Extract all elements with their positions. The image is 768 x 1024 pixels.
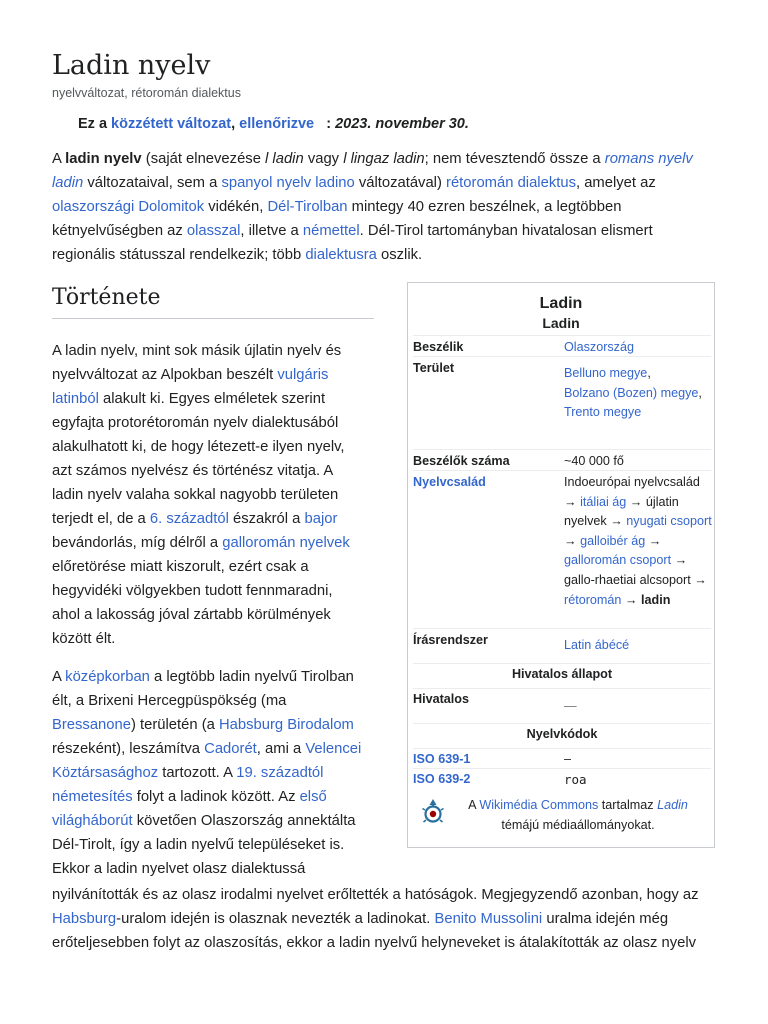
- area-link-bolzano[interactable]: Bolzano (Bozen) megye: [564, 385, 699, 400]
- infobox-row-speaker-count: [413, 449, 711, 472]
- inline-text: A ladin nyelv, mint sok másik újlatin nyelv és nyelvváltozat az Alpokban beszélt: [52, 343, 342, 383]
- inline-text: →: [645, 533, 662, 548]
- published-version-link[interactable]: közzétett változat: [111, 116, 232, 132]
- inline-link[interactable]: Ladin: [657, 798, 688, 812]
- inline-link[interactable]: Bressanone: [52, 717, 131, 733]
- inline-text: témájú médiaállományokat.: [501, 818, 655, 832]
- inline-link[interactable]: első világháborút: [52, 789, 327, 829]
- infobox-row-family: [413, 470, 711, 631]
- speakers-value-link[interactable]: Olaszország: [564, 340, 634, 354]
- iso-639-2-value: roa: [564, 772, 587, 787]
- infobox-row-iso2: [413, 768, 711, 790]
- page-subtitle: nyelvváltozat, rétoromán dialektus: [52, 86, 241, 100]
- infobox-row-area: [413, 356, 711, 457]
- inline-text: bevándorlás, míg délről a: [52, 535, 223, 551]
- commons-notice: [422, 795, 708, 835]
- inline-text: tartozott. A: [158, 765, 237, 781]
- inline-link[interactable]: Habsburg Birodalom: [219, 717, 354, 733]
- area-label: Terület: [413, 361, 455, 375]
- infobox-row-speakers: [413, 335, 711, 358]
- infobox-title: Ladin: [539, 295, 583, 312]
- inline-text: vidékén,: [204, 199, 268, 215]
- inline-text: l ladin: [265, 151, 304, 167]
- official-value: —: [564, 699, 577, 713]
- inline-text: oszlik.: [376, 247, 423, 263]
- inline-link[interactable]: itáliai ág: [580, 494, 627, 509]
- flagged-revision-notice: [78, 116, 469, 132]
- infobox-native-name: Ladin: [542, 315, 580, 331]
- inline-text: vagy: [303, 151, 344, 167]
- inline-text: →: [626, 494, 646, 509]
- inline-link[interactable]: dialektusra: [305, 247, 377, 263]
- inline-link[interactable]: bajor: [304, 511, 338, 527]
- inline-text: változatával): [354, 175, 447, 191]
- inline-text: újlatin nyelvek: [564, 494, 679, 529]
- inline-text: Indoeurópai nyelvcsalád: [564, 475, 700, 489]
- inline-text: ladin: [641, 592, 671, 607]
- infobox-row-official: [413, 688, 711, 723]
- inline-text: ; nem tévesztendő össze a: [424, 151, 605, 167]
- inline-text: A: [52, 151, 66, 167]
- intro-paragraph: [52, 147, 712, 267]
- wikimedia-commons-icon: [422, 797, 444, 831]
- language-codes-heading: Nyelvkódok: [413, 723, 711, 741]
- inline-link[interactable]: németesítés: [52, 789, 133, 805]
- speaker-count-value: ~40 000 fő: [564, 454, 624, 468]
- inline-link[interactable]: ladino: [315, 175, 355, 191]
- inline-text: előretörése miatt kiszorult, ezért csak a hegyvidéki völgyekben tudott fennmaradni, ahol a lakosság jóval zártabb körülmények között élt.: [52, 559, 333, 647]
- inline-link[interactable]: galloromán csoport: [564, 553, 672, 568]
- inline-link[interactable]: romans nyelv ladin: [52, 151, 693, 191]
- inline-link[interactable]: nyugati csoport: [626, 514, 712, 529]
- inline-link[interactable]: némettel: [302, 223, 360, 239]
- script-value-link[interactable]: Latin ábécé: [564, 638, 630, 652]
- commons-text: [448, 795, 708, 835]
- inline-text: →: [564, 494, 581, 509]
- inline-text: (saját elnevezése: [141, 151, 266, 167]
- inline-link[interactable]: spanyol nyelv: [221, 175, 312, 191]
- inline-link[interactable]: Benito Mussolini: [434, 911, 543, 927]
- inline-text: , illetve a: [240, 223, 303, 239]
- inline-link[interactable]: galloibér ág: [580, 533, 646, 548]
- inline-text: . Dél-Tirol tartományban hivatalosan elismert regionális státusszal rendelkezik; több: [52, 223, 653, 263]
- inline-link[interactable]: rétoromán: [564, 592, 622, 607]
- section-heading-history: Története: [52, 285, 374, 319]
- official-label: Hivatalos: [413, 692, 469, 706]
- inline-text: északról a: [228, 511, 305, 527]
- inline-link[interactable]: Dél-Tirolban: [267, 199, 348, 215]
- inline-text: mintegy 40 ezren beszélnek, a legtöbben kétnyelvűségben az: [52, 199, 622, 239]
- script-label: Írásrendszer: [413, 633, 488, 647]
- area-link-belluno[interactable]: Belluno megye: [564, 366, 648, 380]
- inline-text: →: [621, 592, 641, 607]
- inline-link[interactable]: Velencei Köztársasághoz: [52, 741, 362, 781]
- language-infobox: [407, 282, 715, 848]
- iso-639-1-link[interactable]: ISO 639-1: [413, 752, 471, 766]
- inline-text: változataival, sem a: [83, 175, 222, 191]
- inline-text: -uralom idején is olasznak nevezték a ladinokat.: [116, 911, 435, 927]
- inline-text: folyt a ladinok között. Az: [132, 789, 300, 805]
- inline-text: tartalmaz: [598, 798, 658, 812]
- inline-text: A: [52, 669, 66, 685]
- inline-link[interactable]: olasszal: [186, 223, 241, 239]
- reviewed-link[interactable]: ellenőrizve: [239, 116, 315, 132]
- inline-text: követően Olaszország annektálta Dél-Tirolt, így a ladin nyelvű településeket is. Ekkor a ladin nyelvet olasz dialektussá: [52, 813, 356, 877]
- flagged-colon: :: [326, 116, 332, 132]
- area-values: Belluno megye, Bolzano (Bozen) megye, Trento megye: [564, 366, 702, 420]
- inline-link[interactable]: Wikimédia Commons: [479, 798, 599, 812]
- iso-639-2-link[interactable]: ISO 639-2: [413, 772, 471, 786]
- inline-text: , amelyet az: [575, 175, 656, 191]
- inline-link[interactable]: galloromán nyelvek: [222, 535, 350, 551]
- inline-text: nyilvánították és az olasz irodalmi nyelvet erőltették a hatóságok. Megjegyzendő azonban, hogy az: [52, 887, 699, 903]
- history-paragraph-3: [52, 883, 724, 955]
- inline-link[interactable]: 19. századtól: [236, 765, 324, 781]
- inline-link[interactable]: rétoromán dialektus: [446, 175, 576, 191]
- flagged-prefix: Ez a: [78, 116, 108, 132]
- inline-text: alakult ki. Egyes elméletek szerint egyfajta protorétoromán nyelv dialektusából alakulhatott ki, de hogy létezett-e ilyen nyelv, azt számos nyelvész és történész vitatja. A ladin nyelv valaha sokkal nagyobb területen terjedt el, de a: [52, 391, 345, 527]
- iso-639-1-value: –: [564, 752, 572, 766]
- page-title: Ladin nyelv: [52, 50, 211, 81]
- inline-text: ) területén (a: [130, 717, 219, 733]
- inline-text: → gallo-rhaetiai alcsoport →: [564, 553, 707, 587]
- speakers-label: Beszélik: [413, 340, 464, 354]
- inline-link[interactable]: olaszországi Dolomitok: [52, 199, 205, 215]
- inline-link[interactable]: Habsburg: [52, 911, 117, 927]
- infobox-row-script: [413, 628, 711, 661]
- family-label-link[interactable]: Nyelvcsalád: [413, 475, 486, 489]
- inline-text: l lingaz ladin: [343, 151, 425, 167]
- inline-text: uralma idején még erőteljesebben folyt az olaszosítás, ekkor a ladin nyelvű helyneveket is átalakították az olasz nyelv: [52, 911, 697, 951]
- inline-link[interactable]: 6. századtól: [149, 511, 229, 527]
- inline-link[interactable]: Cadorét: [204, 741, 257, 757]
- history-paragraph-2: [52, 665, 364, 881]
- family-chain: [564, 473, 714, 610]
- inline-text: ladin nyelv: [65, 151, 142, 167]
- inline-text: →: [606, 514, 627, 529]
- flagged-sep: ,: [231, 116, 236, 132]
- infobox-row-iso1: [413, 748, 711, 770]
- inline-text: →: [564, 533, 581, 548]
- flagged-date: 2023. november 30.: [335, 116, 469, 132]
- inline-text: a legtöbb ladin nyelvű Tirolban élt, a Brixeni Hercegpüspökség (ma: [52, 669, 354, 709]
- inline-text: A: [468, 798, 480, 812]
- official-status-heading: Hivatalos állapot: [413, 663, 711, 681]
- history-paragraph-1: [52, 339, 364, 651]
- inline-text: , ami a: [256, 741, 306, 757]
- inline-link[interactable]: középkorban: [65, 669, 150, 685]
- area-link-trento[interactable]: Trento megye: [564, 405, 642, 420]
- speaker-count-label: Beszélők száma: [413, 454, 510, 468]
- inline-link[interactable]: vulgáris latinból: [52, 367, 329, 407]
- inline-text: részeként), leszámítva: [52, 741, 205, 757]
